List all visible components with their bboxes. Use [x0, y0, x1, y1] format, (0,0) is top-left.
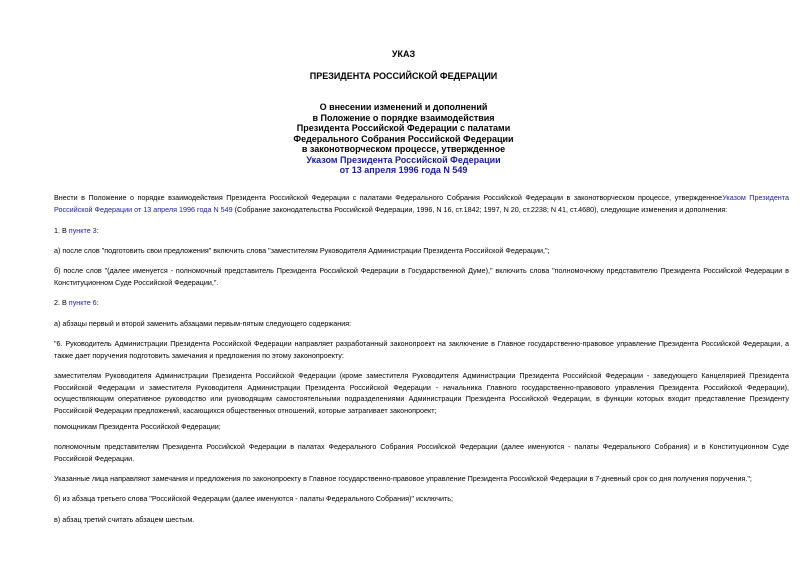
document-subtitle — [36, 102, 771, 176]
subtitle-line: О внесении изменений и дополнений — [319, 102, 488, 112]
point-6-link[interactable]: пункте 6 — [68, 298, 97, 307]
subtitle-decree-date-link[interactable]: от 13 апреля 1996 года N 549 — [339, 165, 468, 175]
paragraph-new-point-6: "6. Руководитель Администрации Президента Российской Федерации направляет разработанный законопроект на заключение в Главное государственно-правовое управление Президента Российской Федерации, а также дает поручения подготовить замечания и предложения по этому законопроекту: — [54, 339, 789, 360]
document-issuer: ПРЕЗИДЕНТА РОССИЙСКОЙ ФЕДЕРАЦИИ — [309, 71, 498, 81]
paragraph-representatives: полномочным представителям Президента Российской Федерации в палатах Федерального Собрания Российской Федерации (далее именуются - палаты Федерального Собрания) и в Конституционном Суде Российской Федерации. — [54, 442, 789, 463]
subtitle-line: в Положение о порядке взаимодействия — [312, 112, 495, 123]
paragraph-deadline: Указанные лица направляют замечания и предложения по законопроекту в Главное государственно-правовое управление Президента Российской Федерации в 7-дневный срок со дня получения поручения."; — [54, 474, 752, 483]
subtitle-line: Федерального Собрания Российской Федерации — [293, 133, 514, 144]
paragraph-item-2a: а) абзацы первый и второй заменить абзацами первым-пятым следующего содержания: — [54, 319, 352, 328]
document-title: УКАЗ — [391, 49, 416, 59]
paragraph-text: 2. В — [54, 298, 69, 307]
paragraph-item-1a: а) после слов "подготовить свои предложения" включить слова "заместителям Руководителя Администрации Президента Российской Федерации,"; — [54, 246, 550, 255]
paragraph-deputies: заместителям Руководителя Администрации Президента Российской Федерации (кроме заместителя Руководителя Администрации Президента Российской Федерации - заведующего Канцелярией Президента Российской Федерации и заместителя Руководителя Администрации Президента Российской Федерации - начальника Главного государственно-правового управления Президента Российской Федерации), осуществляющим оперативное руководство или руководящим самостоятельными подразделениями Администрации Президента Российской Федерации, в функции которых входит представление Президенту Российской Федерации предложений, касающихся общественных отношений, которые затрагивает законопроект; — [54, 371, 789, 415]
subtitle-decree-link[interactable]: Указом Президента Российской Федерации — [306, 154, 501, 165]
paragraph-assistants: помощникам Президента Российской Федерации; — [54, 422, 221, 431]
subtitle-line: Президента Российской Федерации с палатами — [296, 123, 511, 133]
subtitle-line: в законотворческом процессе, утвержденное — [301, 144, 506, 154]
paragraph-item-1 — [36, 225, 789, 237]
paragraph-item-2 — [36, 297, 789, 309]
paragraph-item-2b: б) из абзаца третьего слова "Российской Федерации (далее именуются - палаты Федерального Собрания)" исключить; — [54, 494, 454, 503]
paragraph-text: Внести в Положение о порядке взаимодействия Президента Российской Федерации с палатами Федерального Собрания Российской Федерации в законотворческом процессе, утвержденное — [54, 193, 723, 202]
paragraph-intro — [36, 192, 789, 215]
paragraph-item-2c: в) абзац третий считать абзацем шестым. — [54, 515, 195, 524]
paragraph-text: : — [96, 226, 99, 235]
decree-549-link[interactable]: Указом Президента Российской Федерации от 13 апреля 1996 года N 549 — [54, 193, 789, 214]
paragraph-text: : — [96, 298, 99, 307]
paragraph-text: (Собрание законодательства Российской Федерации, 1996, N 16, ст.1842; 1997, N 20, ст.2238; N 41, ст.4680), следующие изменения и дополнения: — [232, 204, 728, 214]
point-3-link[interactable]: пункте 3 — [68, 226, 97, 235]
paragraph-text: 1. В — [54, 226, 69, 235]
paragraph-item-1b: б) после слов "(далее именуется - полномочный представитель Президента Российской Федерации в Государственной Думе)," включить слова "полномочному представителю Президента Российской Федерации в Конституционном Суде Российской Федерации,". — [54, 266, 789, 287]
